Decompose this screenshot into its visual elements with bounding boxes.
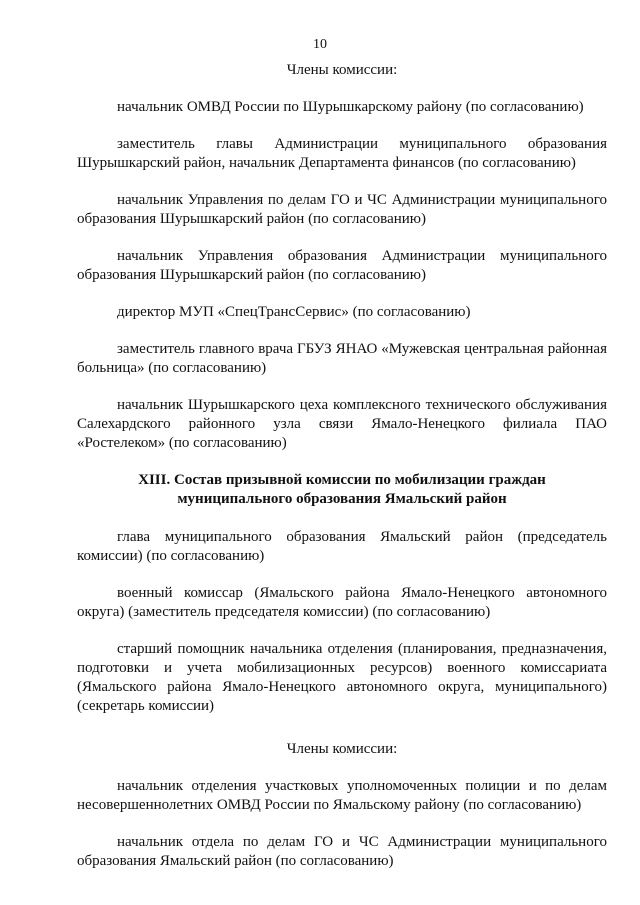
section-heading (77, 471, 607, 509)
document-body (77, 61, 607, 889)
page-number: 10 (313, 37, 327, 52)
members-title: Члены комиссии: (286, 741, 398, 757)
member-item: начальник отделения участковых уполномоченных полиции и по делам несовершеннолетних ОМВД России по Ямальскому району (по согласованию) (77, 778, 607, 813)
commission-item: глава муниципального образования Ямальский район (председатель комиссии) (по согласованию) (77, 529, 607, 564)
member-item: директор МУП «СпецТрансСервис» (по согласованию) (117, 304, 471, 320)
members-title: Члены комиссии: (286, 62, 398, 78)
member-item: заместитель главного врача ГБУЗ ЯНАО «Мужевская центральная районная больница» (по согласованию) (77, 341, 607, 376)
member-item: заместитель главы Администрации муниципального образования Шурышкарский район, начальник Департамента финансов (по согласованию) (77, 136, 607, 171)
member-item: начальник Управления по делам ГО и ЧС Администрации муниципального образования Шурышкарский район (по согласованию) (77, 192, 607, 227)
member-item: начальник ОМВД России по Шурышкарскому району (по согласованию) (117, 99, 584, 115)
commission-item: военный комиссар (Ямальского района Ямало-Ненецкого автономного округа) (заместитель председателя комиссии) (по согласованию) (77, 585, 607, 620)
commission-item: старший помощник начальника отделения (планирования, предназначения, подготовки и учета мобилизационных ресурсов) военного комиссариата (Ямальского района Ямало-Ненецкого автономного округа, муниципального) (секретарь комиссии) (77, 641, 607, 714)
member-item: начальник Шурышкарского цеха комплексного технического обслуживания Салехардского районного узла связи Ямало-Ненецкого филиала ПАО «Ростелеком» (по согласованию) (77, 397, 607, 451)
member-item: начальник Управления образования Администрации муниципального образования Шурышкарский район (по согласованию) (77, 248, 607, 283)
section-heading-line: XIII. Состав призывной комиссии по мобилизации граждан (138, 472, 546, 488)
section-heading-line: муниципального образования Ямальский район (177, 491, 507, 507)
member-item: начальник отдела по делам ГО и ЧС Администрации муниципального образования Ямальский район (по согласованию) (77, 834, 607, 869)
